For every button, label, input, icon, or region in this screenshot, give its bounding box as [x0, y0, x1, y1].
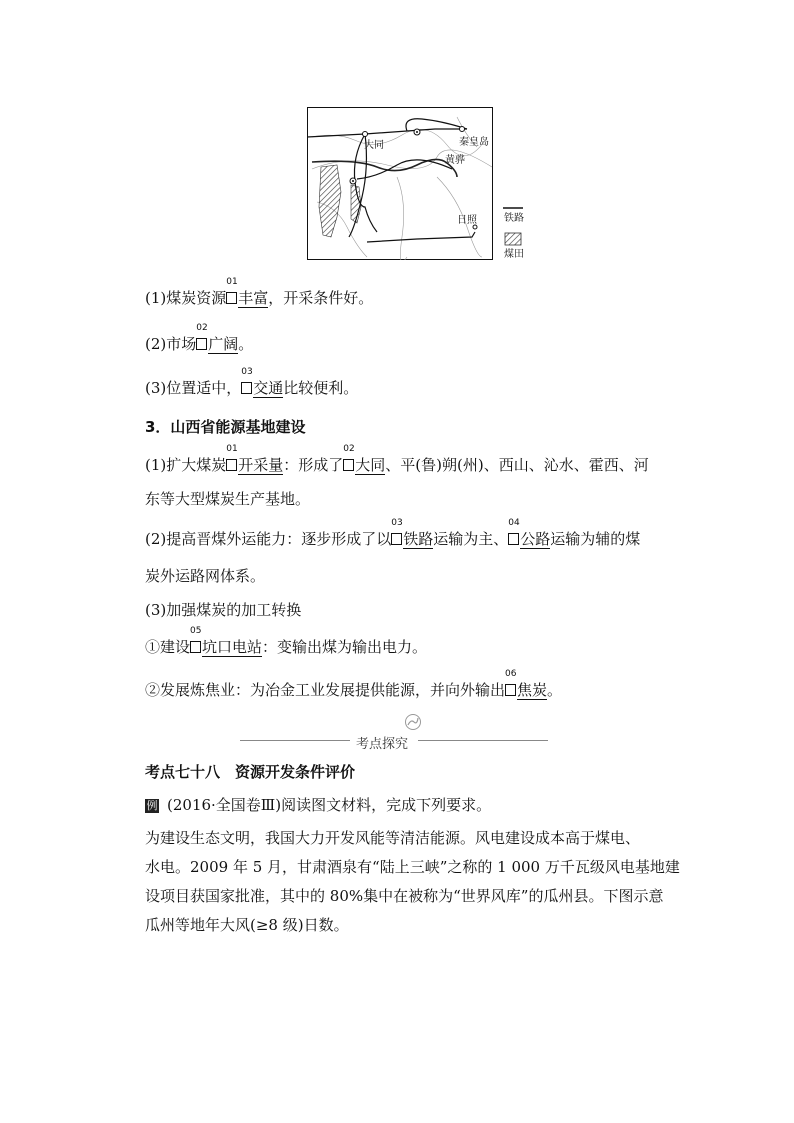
base-item-1-line2: 东等大型煤炭生产基地。 — [145, 490, 311, 508]
reason-3: (3)位置适中， 03 交通比较便利。 — [145, 367, 359, 397]
base-item-3: (3)加强煤炭的加工转换 — [145, 601, 302, 619]
answer-text: 铁路 — [403, 530, 434, 548]
answer-text: 广阔 — [208, 335, 239, 353]
blank-box-icon — [343, 459, 354, 471]
label-qinhuangdao: 秦皇岛 — [459, 137, 489, 148]
base-item-2-line1: (2)提高晋煤外运能力：逐步形成了以 03 铁路运输为主、 04 公路运输为辅的煤 — [145, 518, 641, 548]
reason-2: (2)市场 02 广阔。 — [145, 323, 254, 353]
blank-box-icon — [190, 641, 201, 653]
blank-box-icon — [226, 459, 237, 471]
answer-text: 交通 — [253, 379, 284, 397]
blank-box-icon — [196, 338, 207, 350]
example-para-line-2: 水电。2009 年 5 月，甘肃酒泉有“陆上三峡”之称的 1 000 万千瓦级风电基地建 — [145, 858, 680, 876]
example-para-line-4: 瓜州等地年大风(≥8 级)日数。 — [145, 916, 349, 934]
label-rizhao: 日照 — [457, 215, 477, 226]
label-datong: 大同 — [364, 140, 384, 151]
example-para-line-1: 为建设生态文明，我国大力开发风能等清洁能源。风电建设成本高于煤电、 — [145, 829, 641, 847]
topic-title: 考点七十八 资源开发条件评价 — [145, 763, 356, 781]
coal-transport-map — [307, 107, 529, 260]
answer-text: 焦炭 — [517, 681, 548, 699]
blank-box-icon — [241, 382, 252, 394]
section-heading: 3．山西省能源基地建设 — [145, 418, 306, 436]
example-intro: 例 (2016·全国卷Ⅲ)阅读图文材料，完成下列要求。 — [146, 796, 492, 814]
answer-text: 公路 — [520, 530, 551, 548]
answer-text: 丰富 — [238, 289, 269, 307]
blank-box-icon — [508, 533, 519, 545]
example-para-line-3: 设项目获国家批准，其中的 80%集中在被称为“世界风库”的瓜州县。下图示意 — [145, 887, 664, 905]
answer-text: 开采量 — [238, 456, 284, 474]
base-sub-1: ①建设 05 坑口电站：变输出煤为输出电力。 — [145, 626, 428, 656]
divider-line-left — [240, 740, 350, 741]
legend-railway-label: 铁路 — [504, 213, 524, 224]
example-badge: 例 — [146, 799, 158, 812]
answer-text: 大同 — [355, 456, 386, 474]
divider-line-right — [418, 740, 548, 741]
legend-coalfield-symbol — [505, 233, 521, 245]
blank-box-icon — [505, 684, 516, 696]
blank-box-icon — [391, 533, 402, 545]
base-sub-2: ②发展炼焦业：为冶金工业发展提供能源，并向外输出 06 焦炭。 — [145, 669, 563, 699]
blank-box-icon — [226, 292, 237, 304]
label-huanghua: 黄骅 — [445, 155, 465, 166]
divider-label: 考点探究 — [356, 737, 409, 752]
legend-coalfield-label: 煤田 — [504, 249, 524, 260]
base-item-1-line1: (1)扩大煤炭 01 开采量：形成了 02 大同、平(鲁)朔(州)、西山、沁水、霍西、河 — [145, 444, 649, 474]
base-item-2-line2: 炭外运路网体系。 — [145, 567, 266, 585]
reason-1: (1)煤炭资源 01 丰富，开采条件好。 — [145, 277, 374, 307]
section-logo-icon — [404, 713, 422, 731]
answer-text: 坑口电站 — [202, 638, 263, 656]
